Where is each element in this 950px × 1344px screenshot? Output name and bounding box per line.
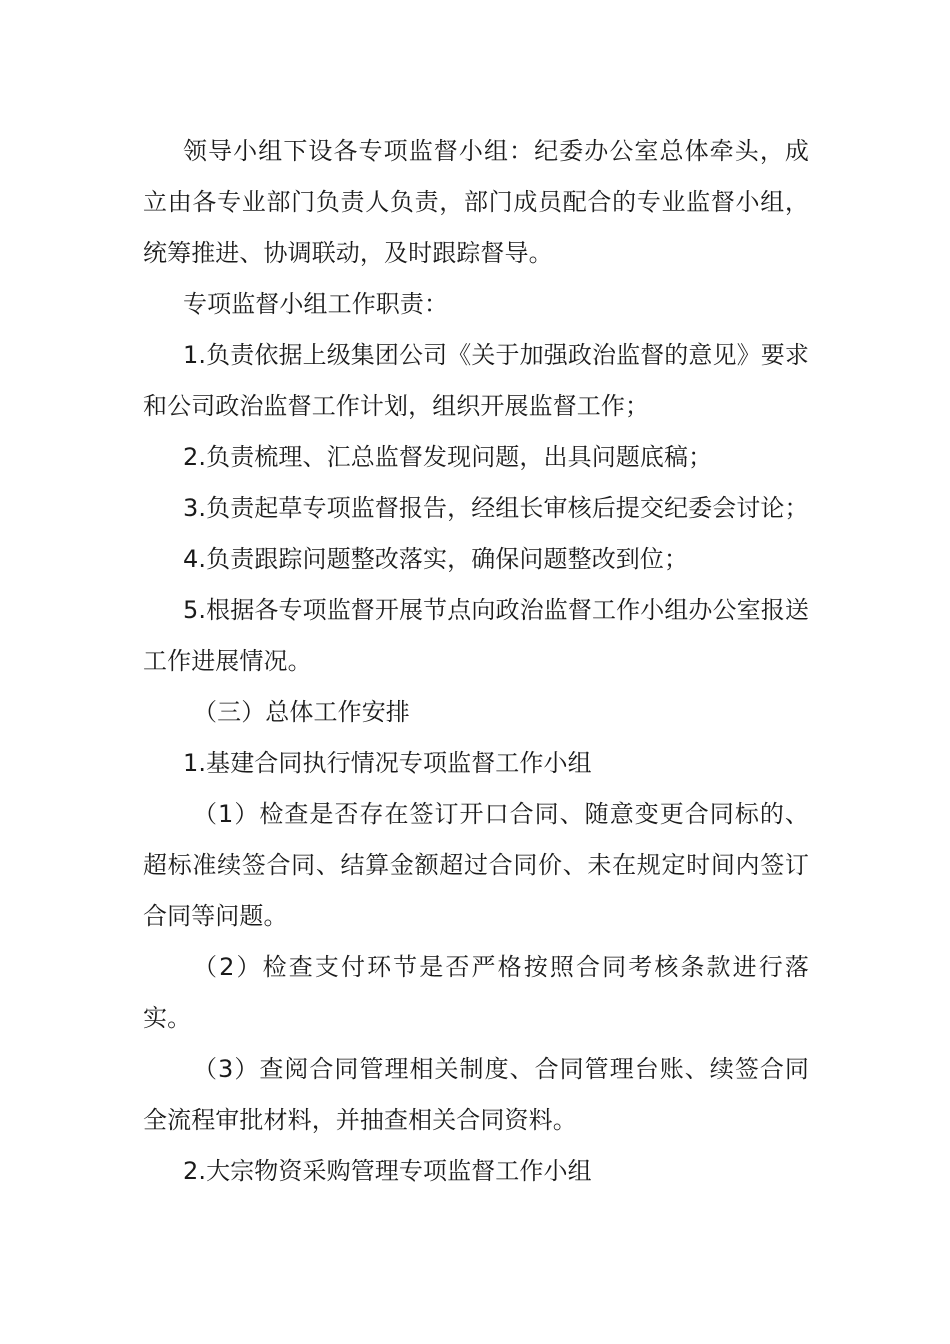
paragraph-duty-5: 5.根据各专项监督开展节点向政治监督工作小组办公室报送工作进展情况。 bbox=[143, 596, 809, 675]
paragraph-duty-1: 1.负责依据上级集团公司《关于加强政治监督的意见》要求和公司政治监督工作计划，组织开展监督工作； bbox=[143, 341, 809, 420]
document-body bbox=[143, 126, 809, 1197]
paragraph-duty-3: 3.负责起草专项监督报告，经组长审核后提交纪委会讨论； bbox=[183, 494, 809, 522]
paragraph-duty-2: 2.负责梳理、汇总监督发现问题，出具问题底稿； bbox=[183, 443, 713, 471]
subsection-heading-contract-group: 1.基建合同执行情况专项监督工作小组 bbox=[183, 749, 592, 777]
section-heading-overall-arrangement: （三）总体工作安排 bbox=[193, 698, 410, 726]
paragraph-check-item-2: （2）检查支付环节是否严格按照合同考核条款进行落实。 bbox=[143, 953, 809, 1032]
paragraph-duties-heading: 专项监督小组工作职责： bbox=[183, 290, 449, 318]
paragraph-check-item-1: （1）检查是否存在签订开口合同、随意变更合同标的、超标准续签合同、结算金额超过合同价、未在规定时间内签订合同等问题。 bbox=[143, 800, 809, 930]
paragraph-supervision-groups: 领导小组下设各专项监督小组：纪委办公室总体牵头，成立由各专业部门负责人负责，部门成员配合的专业监督小组，统筹推进、协调联动，及时跟踪督导。 bbox=[143, 137, 809, 267]
subsection-heading-procurement-group: 2.大宗物资采购管理专项监督工作小组 bbox=[183, 1157, 592, 1185]
paragraph-duty-4: 4.负责跟踪问题整改落实，确保问题整改到位； bbox=[183, 545, 689, 573]
paragraph-check-item-3: （3）查阅合同管理相关制度、合同管理台账、续签合同全流程审批材料，并抽查相关合同资料。 bbox=[143, 1055, 809, 1134]
